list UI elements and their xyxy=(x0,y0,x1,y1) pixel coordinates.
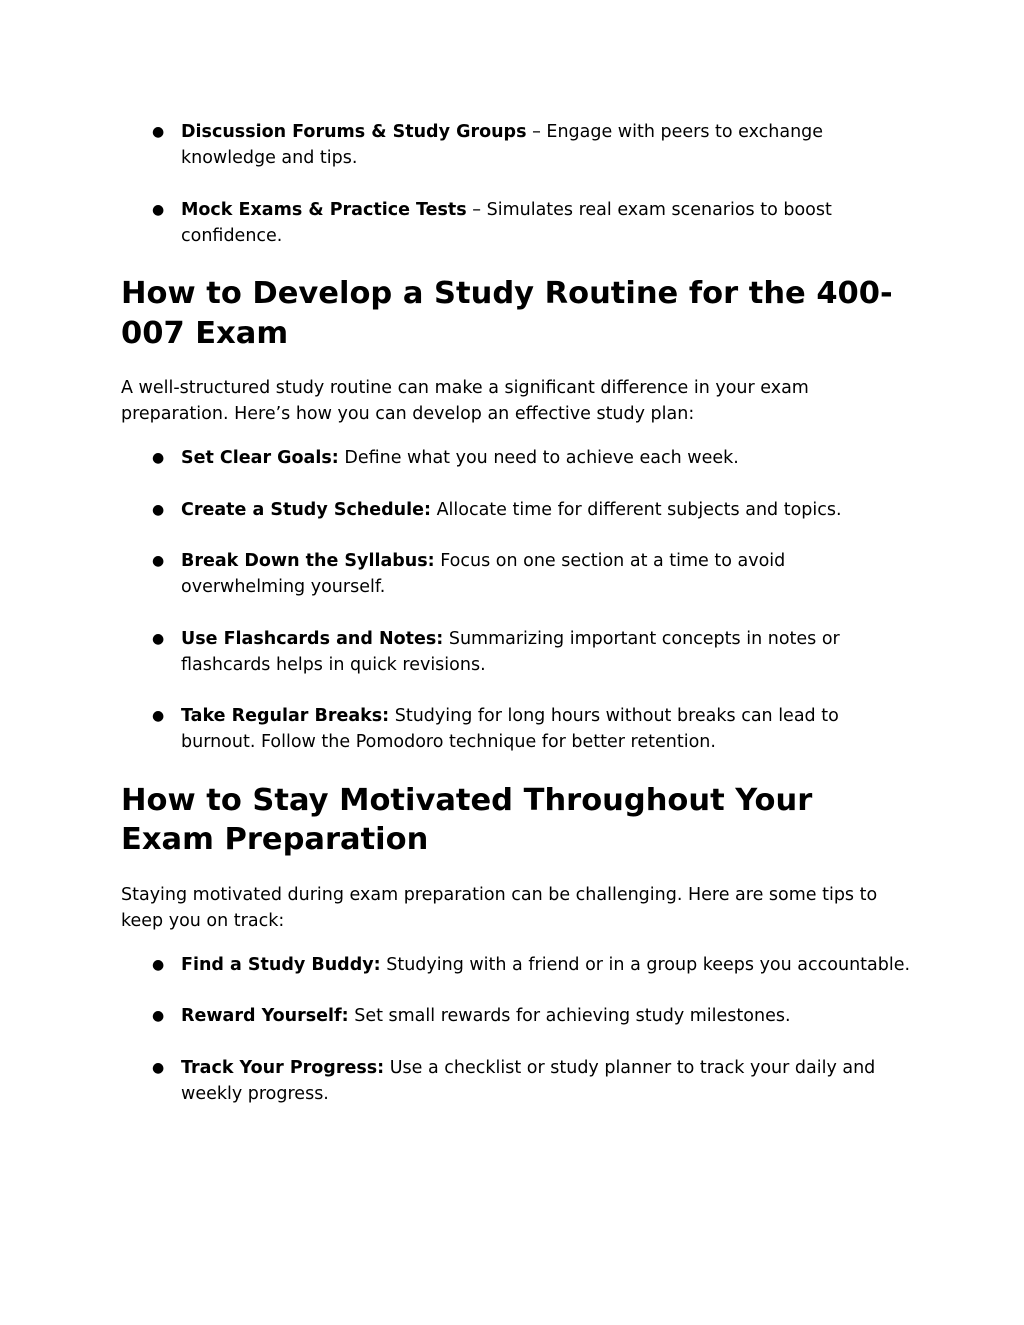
list-item xyxy=(121,952,911,978)
item-text: – Engage with peers to exchange knowledge and tips. xyxy=(181,122,824,168)
bullet-icon: ● xyxy=(152,956,165,973)
item-label: Create a Study Schedule: xyxy=(181,499,431,520)
list-item xyxy=(121,548,911,600)
item-label: Discussion Forums & Study Groups xyxy=(181,122,527,142)
bullet-icon: ● xyxy=(152,1008,165,1024)
list-item xyxy=(121,1003,911,1029)
item-text: Focus on one section at a time to avoid overwhelming yourself. xyxy=(181,551,786,597)
item-text: Set small rewards for achieving study milestones. xyxy=(348,1006,791,1026)
section-intro-study-routine: A well-structured study routine can make a significant difference in your exam preparation. Here’s how you can develop an effective study plan: xyxy=(121,378,809,424)
item-label: Reward Yourself: xyxy=(181,1006,349,1026)
list-item xyxy=(121,197,911,249)
item-label: Set Clear Goals: xyxy=(181,448,339,468)
document-page xyxy=(121,119,911,1132)
section-heading-study-routine: How to Develop a Study Routine for the 400-007 Exam xyxy=(121,276,893,351)
list-item xyxy=(121,1055,911,1107)
item-label: Mock Exams & Practice Tests xyxy=(181,199,467,220)
item-label: Use Flashcards and Notes: xyxy=(181,628,444,649)
bullet-icon: ● xyxy=(152,501,165,518)
study-routine-list xyxy=(121,445,911,755)
item-text: Studying with a friend or in a group keeps you accountable. xyxy=(380,954,911,975)
item-text: Define what you need to achieve each week. xyxy=(338,448,739,468)
item-label: Find a Study Buddy: xyxy=(181,954,381,975)
bullet-icon: ● xyxy=(152,124,165,140)
list-item xyxy=(121,497,911,523)
list-item xyxy=(121,445,911,471)
item-label: Take Regular Breaks: xyxy=(181,706,390,726)
item-text: – Simulates real exam scenarios to boost confidence. xyxy=(181,199,832,246)
bullet-icon: ● xyxy=(152,630,165,647)
list-item xyxy=(121,119,911,171)
item-text: Summarizing important concepts in notes or flashcards helps in quick revisions. xyxy=(181,628,840,675)
section-heading-motivation: How to Stay Motivated Throughout Your Exam Preparation xyxy=(121,782,813,857)
item-label: Track Your Progress: xyxy=(181,1057,385,1078)
bullet-icon: ● xyxy=(152,201,165,218)
motivation-list xyxy=(121,952,911,1107)
list-item xyxy=(121,626,911,678)
bullet-icon: ● xyxy=(152,1059,165,1076)
item-label: Break Down the Syllabus: xyxy=(181,551,435,571)
item-text: Allocate time for different subjects and topics. xyxy=(431,499,842,520)
intro-bullet-list xyxy=(121,119,911,249)
item-text: Use a checklist or study planner to track your daily and weekly progress. xyxy=(181,1057,876,1104)
bullet-icon: ● xyxy=(152,708,165,724)
bullet-icon: ● xyxy=(152,450,165,466)
section-intro-motivation: Staying motivated during exam preparation can be challenging. Here are some tips to keep you on track: xyxy=(121,884,878,931)
list-item xyxy=(121,703,911,755)
bullet-icon: ● xyxy=(152,553,165,569)
item-text: Studying for long hours without breaks can lead to burnout. Follow the Pomodoro technique for better retention. xyxy=(181,706,839,752)
